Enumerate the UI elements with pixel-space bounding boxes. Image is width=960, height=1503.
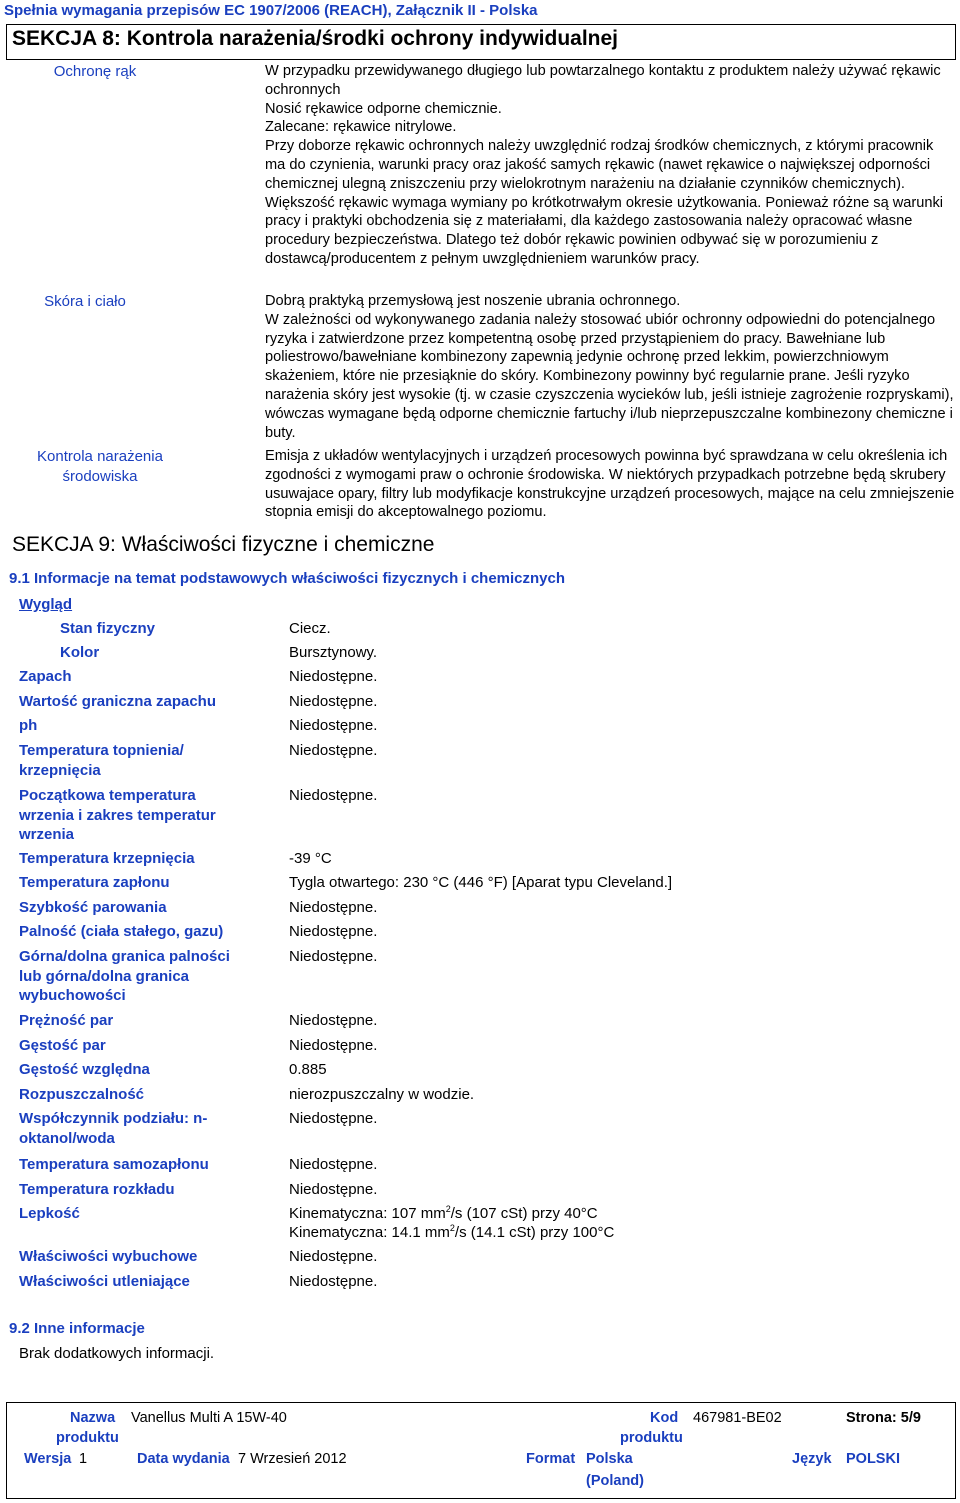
language-value: POLSKI (846, 1451, 900, 1467)
appearance-label: Wygląd (19, 596, 73, 613)
boiling-point-value: Niedostępne. (289, 787, 378, 804)
issue-date-value: 7 Wrzesień 2012 (238, 1451, 347, 1467)
odor-label: Zapach (19, 668, 72, 685)
product-name-label-line1: Nazwa (70, 1410, 116, 1426)
autoignition-value: Niedostępne. (289, 1156, 378, 1173)
pour-point-value: -39 °C (289, 850, 332, 867)
product-name-label-line2: produktu (56, 1430, 119, 1446)
ph-value: Niedostępne. (289, 717, 378, 734)
partition-coefficient-value: Niedostępne. (289, 1110, 378, 1127)
melting-point-value: Niedostępne. (289, 742, 378, 759)
hand-paragraph: Nosić rękawice odporne chemicznie. (265, 100, 502, 117)
vapor-pressure-label: Prężność par (19, 1012, 114, 1029)
solubility-value: nierozpuszczalny w wodzie. (289, 1086, 475, 1103)
hand-protection-label: Ochronę rąk (53, 63, 137, 80)
vapor-density-label: Gęstość par (19, 1037, 106, 1054)
boiling-point-label: Początkowa temperatura wrzenia i zakres temperatur wrzenia (19, 787, 216, 844)
flash-point-value: Tygla otwartego: 230 °C (446 °F) [Aparat typu Cleveland.] (289, 874, 673, 891)
flammability-label: Palność (ciała stałego, gazu) (19, 923, 224, 940)
viscosity-40-unit: /s (107 cSt) przy 40°C (450, 1205, 598, 1222)
viscosity-value-100c (289, 1223, 949, 1243)
viscosity-label: Lepkość (19, 1205, 80, 1222)
skin-protection-text (265, 292, 955, 442)
explosive-limits-value: Niedostępne. (289, 948, 378, 965)
partition-coefficient-label: Współczynnik podziału: n-oktanol/woda (19, 1110, 208, 1147)
subsection-9-2-title: 9.2 Inne informacje (9, 1320, 145, 1337)
skin-paragraph: W zależności od wykonywanego zadania należy stosować ubiór ochronny odpowiedni do potencjalnego ryzyka i zatwierdzone przez kompetentną osobę przed przystąpieniem do pracy. Bawełniane lub poliestrowo/bawełniane kombinezony zapewnią jedynie ochronę przed lekkim, powierzchniowym skażeniem, które nie przesiąknie do skóry. Kombinezony powinny być regularnie prane. Jeśli ryzyko narażenia skóry jest wysokie (tj. w czasie czyszczenia wycieków lub, jeśli istnieje zagrożenie rozpryskami), wówczas wymagane będą odporne chemicznie fartuchy i/lub nieprzepuszczalne kombinezony chemiczne i buty. (265, 311, 954, 441)
hand-paragraph: W przypadku przewidywanego długiego lub powtarzalnego kontaktu z produktem należy używać rękawic ochronnych (265, 63, 941, 98)
environmental-control-text (265, 447, 955, 522)
autoignition-label: Temperatura samozapłonu (19, 1156, 209, 1173)
pour-point-label: Temperatura krzepnięcia (19, 850, 195, 867)
evaporation-rate-value: Niedostępne. (289, 899, 378, 916)
viscosity-40-text: Kinematyczna: 107 mm (289, 1205, 446, 1222)
superscript: 2 (449, 1223, 455, 1233)
product-code-label-line2: produktu (620, 1430, 683, 1446)
ph-label: ph (19, 717, 38, 734)
flammability-value: Niedostępne. (289, 923, 378, 940)
section-9-title: SEKCJA 9: Właściwości fizyczne i chemiczne (12, 533, 435, 556)
odor-threshold-label: Wartość graniczna zapachu (19, 693, 216, 710)
decomposition-value: Niedostępne. (289, 1181, 378, 1198)
explosive-limits-label: Górna/dolna granica palności lub górna/dolna granica wybuchowości (19, 948, 230, 1005)
relative-density-label: Gęstość względna (19, 1061, 150, 1078)
evaporation-rate-label: Szybkość parowania (19, 899, 167, 916)
relative-density-value: 0.885 (289, 1061, 327, 1078)
viscosity-value-40c (289, 1204, 949, 1224)
physical-state-value: Ciecz. (289, 620, 331, 637)
superscript: 2 (445, 1204, 451, 1214)
product-name: Vanellus Multi A 15W-40 (131, 1410, 287, 1426)
vapor-density-value: Niedostępne. (289, 1037, 378, 1054)
hand-paragraph: Przy doborze rękawic ochronnych należy uwzględnić rodzaj środków chemicznych, z którymi pracownik ma do czynienia, warunki pracy oraz jakość samych rękawic (nawet rękawice o największej odporności chemicznej ulegną zniszczeniu przy wielokrotnym narażeniu na działanie czynników chemicznych). Większość rękawic wymaga wymiany po krótkotrwałym okresie użytkowania. Ponieważ różne są warunki pracy i praktyki obchodzenia się z materiałami, dla każdego zastosowania należy opracować własne procedury bezpieczeństwa. Dlatego też dobór rękawic powinien odbywać się w porozumieniu z dostawcą/producentem z pełnym uwzględnieniem warunków pracy. (265, 138, 944, 267)
melting-point-label: Temperatura topnienia/ krzepnięcia (19, 742, 184, 779)
viscosity-100-unit: /s (14.1 cSt) przy 100°C (454, 1224, 615, 1241)
skin-protection-label: Skóra i ciało (44, 293, 126, 310)
oxidizing-props-label: Właściwości utleniające (19, 1273, 190, 1290)
vapor-pressure-value: Niedostępne. (289, 1012, 378, 1029)
skin-paragraph: Dobrą praktyką przemysłową jest noszenie ubrania ochronnego. (265, 293, 681, 309)
product-code: 467981-BE02 (693, 1410, 782, 1426)
subsection-9-1-title: 9.1 Informacje na temat podstawowych właściwości fizycznych i chemicznych (9, 570, 566, 587)
environmental-control-label: Kontrola narażenia środowiska (37, 448, 163, 485)
format-value-line1: Polska (586, 1451, 633, 1467)
language-label: Język (792, 1451, 832, 1467)
version-value: 1 (79, 1451, 88, 1467)
solubility-label: Rozpuszczalność (19, 1086, 145, 1103)
color-label: Kolor (60, 644, 100, 661)
hand-protection-text (265, 62, 955, 269)
document-header-banner: Spełnia wymagania przepisów EC 1907/2006 (REACH), Załącznik II - Polska (4, 2, 538, 19)
section-8-title: SEKCJA 8: Kontrola narażenia/środki ochrony indywidualnej (12, 27, 619, 50)
page-number: Strona: 5/9 (846, 1410, 921, 1426)
flash-point-label: Temperatura zapłonu (19, 874, 170, 891)
physical-state-label: Stan fizyczny (60, 620, 156, 637)
oxidizing-props-value: Niedostępne. (289, 1273, 378, 1290)
odor-value: Niedostępne. (289, 668, 378, 685)
explosive-props-value: Niedostępne. (289, 1248, 378, 1265)
hand-paragraph: Zalecane: rękawice nitrylowe. (265, 119, 457, 136)
color-value: Bursztynowy. (289, 644, 378, 661)
odor-threshold-value: Niedostępne. (289, 693, 378, 710)
format-value-line2: (Poland) (586, 1473, 644, 1489)
version-label: Wersja (24, 1451, 72, 1467)
viscosity-100-text: Kinematyczna: 14.1 mm (289, 1224, 450, 1241)
issue-date-label: Data wydania (137, 1451, 230, 1467)
format-label: Format (526, 1451, 576, 1467)
explosive-props-label: Właściwości wybuchowe (19, 1248, 198, 1265)
subsection-9-2-text: Brak dodatkowych informacji. (19, 1345, 215, 1362)
product-code-label-line1: Kod (650, 1410, 679, 1426)
env-paragraph: Emisja z układów wentylacyjnych i urządzeń procesowych powinna być sprawdzana w celu określenia ich zgodności z wymogami praw o ochronie środowiska. W niektórych przypadkach potrzebne będą skrubery usuwajace opary, filtry lub modyfikacje konstrukcyjne urządzeń procesowych, mające na celu zmniejszenie stopnia emisji do akceptowalnego poziomu. (265, 448, 955, 521)
decomposition-label: Temperatura rozkładu (19, 1181, 175, 1198)
